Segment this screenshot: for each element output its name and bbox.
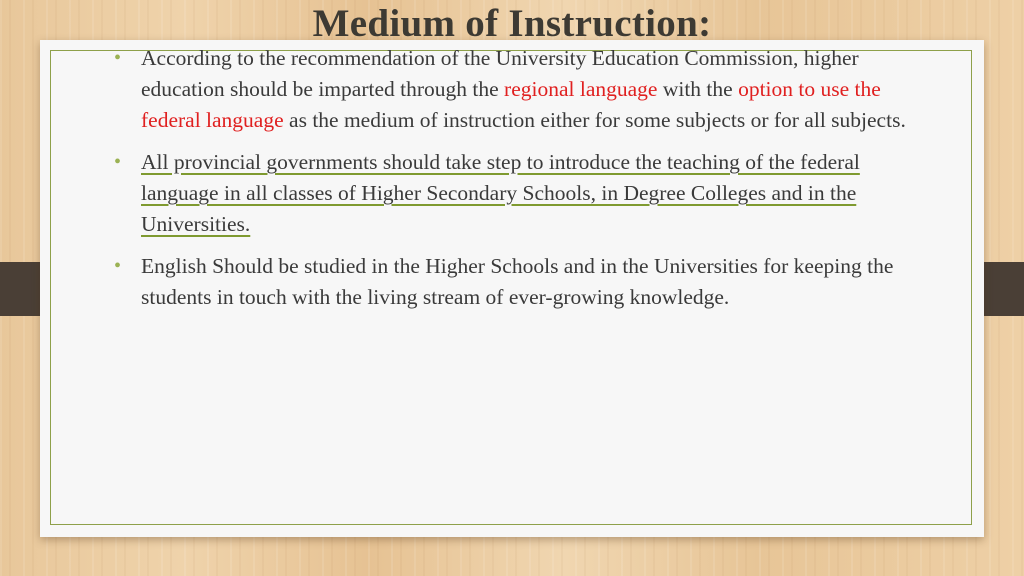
bullet-item-provincial: [112, 147, 912, 240]
bullet-text: as the medium of instruction either for some subjects or for all subjects.: [283, 108, 906, 132]
bullet-text: According to the recommendation of the University Education Commission, higher education should be imparted through the: [141, 46, 859, 101]
bullet-text: with the: [657, 77, 739, 101]
bullet-dot-icon: •: [114, 255, 122, 277]
bullet-text: All provincial governments should take step to introduce the teaching of the federal language in all classes of Higher Secondary Schools, in Degree Colleges and in the Universities.: [141, 150, 860, 236]
bullet-dot-icon: •: [114, 47, 122, 69]
slide-title: Medium of Instruction:: [312, 2, 712, 45]
bullet-item-commission: [112, 43, 912, 136]
bullet-dot-icon: •: [114, 151, 122, 173]
bullet-text: English Should be studied in the Higher Schools and in the Universities for keeping the students in touch with the living stream of ever-growing knowledge.: [141, 254, 894, 309]
bullet-list: [112, 43, 912, 324]
bullet-item-english: [112, 251, 912, 313]
highlight-federal-language-option: option to use the federal language: [141, 77, 881, 132]
highlight-regional-language: regional language: [504, 77, 658, 101]
